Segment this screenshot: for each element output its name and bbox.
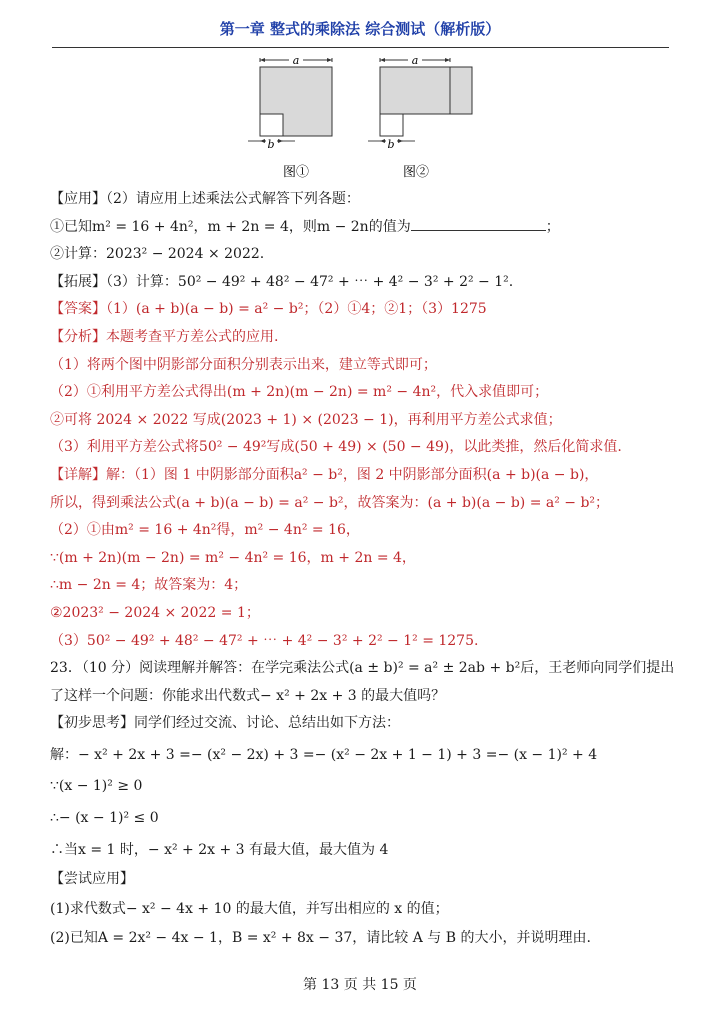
solution-line: ∴m − 2n = 4；故答案为：4； — [50, 577, 248, 594]
question-23-line: 23．（10 分）阅读理解并解答：在学完乘法公式(a ± b)² = a² ± 2ab + b²后，王老师向同学们提出 — [50, 660, 675, 677]
math-line: 解：− x² + 2x + 3 =− (x² − 2x) + 3 =− (x² − 2x + 1 − 1) + 3 =− (x − 1)² + 4 — [50, 746, 598, 763]
math-line: ∴− (x − 1)² ≤ 0 — [50, 810, 159, 827]
math-line: ∵(x − 1)² ≥ 0 — [50, 778, 143, 795]
figure-1-caption: 图① — [282, 165, 310, 180]
answer-blank[interactable] — [411, 216, 546, 231]
solution-line: 所以，得到乘法公式(a + b)(a − b) = a² − b²，故答案为：(a + b)(a − b) = a² − b²； — [50, 494, 610, 511]
solution-line: （2）①由m² = 16 + 4n²得，m² − 4n² = 16， — [50, 522, 360, 539]
text-line: 【拓展】（3）计算：50² − 49² + 48² − 47² + ⋯ + 4² − 3² + 2² − 1². — [50, 273, 514, 290]
solution-line: 【详解】解：（1）图 1 中阴影部分面积a² − b²，图 2 中阴影部分面积(a + b)(a − b)， — [50, 466, 599, 483]
text-line: 【应用】（2）请应用上述乘法公式解答下列各题： — [50, 191, 360, 207]
header-divider — [52, 47, 669, 48]
text-line: 【尝试应用】 — [50, 871, 134, 888]
analysis-line: （3）利用平方差公式将50² − 49²写成(50 + 49) × (50 − 49)，以此类推，然后化简求值. — [50, 439, 622, 456]
figure-2-a-label: a — [411, 54, 419, 67]
solution-line: ②2023² − 2024 × 2022 = 1； — [50, 604, 260, 621]
solution-line: （3）50² − 49² + 48² − 47² + ⋯ + 4² − 3² + 2² − 1² = 1275. — [50, 632, 479, 649]
page-header-title: 第一章 整式的乘除法 综合测试（解析版） — [219, 20, 501, 38]
figures — [240, 52, 480, 184]
document-body — [50, 186, 675, 953]
figure-1 — [248, 54, 332, 180]
math-line: ∴当x = 1 时，− x² + 2x + 3 有最大值，最大值为 4 — [50, 841, 389, 858]
page-footer: 第 13 页 共 15 页 — [303, 977, 417, 993]
text-line: (1)求代数式− x² − 4x + 10 的最大值，并写出相应的 x 的值； — [50, 900, 449, 917]
analysis-line: （1）将两个图中阴影部分面积分别表示出来，建立等式即可； — [50, 356, 437, 373]
text-line: ②计算：2023² − 2024 × 2022. — [50, 246, 265, 263]
analysis-line: 【分析】本题考查平方差公式的应用. — [50, 328, 279, 345]
solution-line: ∵(m + 2n)(m − 2n) = m² − 4n² = 16，m + 2n = 4， — [50, 549, 416, 566]
figure-2-b-label: b — [387, 138, 395, 151]
text-line: (2)已知A = 2x² − 4x − 1，B = x² + 8x − 37，请比较 A 与 B 的大小，并说明理由. — [50, 930, 591, 947]
figure-1-b-label: b — [267, 138, 275, 151]
figure-2-caption: 图② — [402, 165, 430, 180]
analysis-line: （2）①利用平方差公式得出(m + 2n)(m − 2n) = m² − 4n²，代入求值即可； — [50, 384, 549, 401]
text-line: 【初步思考】同学们经过交流、讨论、总结出如下方法： — [50, 715, 400, 732]
analysis-line: ②可将 2024 × 2022 写成(2023 + 1) × (2023 − 1)，再利用平方差公式求值； — [50, 411, 562, 428]
figure-2 — [368, 54, 472, 180]
question-23-line: 了这样一个问题：你能求出代数式− x² + 2x + 3 的最大值吗？ — [50, 687, 446, 704]
answer-line: 【答案】（1）(a + b)(a − b) = a² − b²；（2）①4；②1；（3）1275 — [50, 301, 487, 318]
text-line: ①已知m² = 16 + 4n²，m + 2n = 4，则m − 2n的值为 ； — [50, 214, 670, 242]
figure-1-a-label: a — [292, 54, 300, 67]
